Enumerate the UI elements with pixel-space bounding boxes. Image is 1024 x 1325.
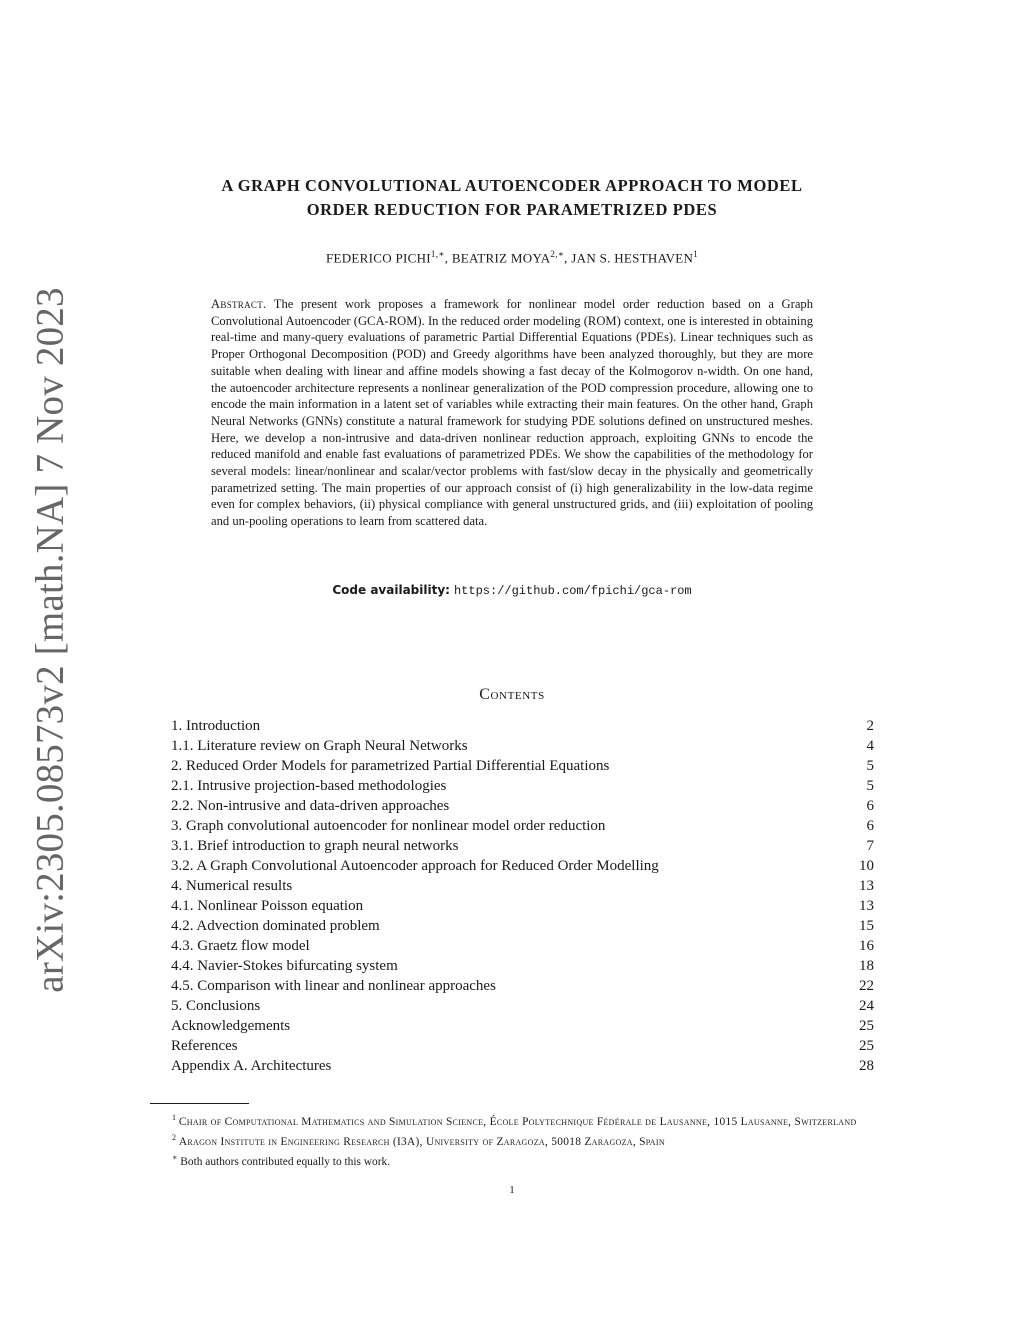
toc-entry[interactable] (171, 976, 874, 996)
toc-entry-label: References (171, 1038, 238, 1054)
abstract-label: Abstract. (211, 297, 267, 311)
footnote-text: Aragon Institute in Engineering Research (I3A), University of Zaragoza, 50018 Zaragoza, Spain (178, 1135, 665, 1148)
toc-entry[interactable] (171, 1036, 874, 1056)
toc-entry-page: 28 (859, 1058, 874, 1074)
toc-entry[interactable] (171, 876, 874, 896)
author-separator: , (444, 250, 452, 266)
toc-entry-label: 4.3. Graetz flow model (171, 938, 310, 954)
toc-entry-page: 22 (859, 978, 874, 994)
author-affiliation-marks: 1,∗ (430, 249, 445, 259)
toc-entry[interactable] (171, 716, 874, 736)
toc-entry-page: 13 (859, 898, 874, 914)
footnotes (150, 1110, 874, 1169)
abstract-text: The present work proposes a framework for nonlinear model order reduction based on a Graph Convolutional Autoencoder (GCA-ROM). In the reduced order modeling (ROM) context, one is interested in obtaining real-time and many-query evaluations of parametric Partial Differential Equations (PDEs). Linear techniques such as Proper Orthogonal Decomposition (POD) and Greedy algorithms have been analyzed thoroughly, but they are more suitable when dealing with linear and affine models showing a fast decay of the Kolmogorov n-width. On one hand, the autoencoder architecture represents a nonlinear generalization of the POD compression procedure, allowing one to encode the main information in a latent set of variables while extracting their main features. On the other hand, Graph Neural Networks (GNNs) constitute a natural framework for studying PDE solutions defined on unstructured meshes. Here, we develop a non-intrusive and data-driven nonlinear reduction approach, exploiting GNNs to encode the reduced manifold and enable fast evaluations of parametrized PDEs. We show the capabilities of the methodology for several models: linear/nonlinear and scalar/vector problems with fast/slow decay in the physically and geometrically parametrized setting. The main properties of our approach consist of (i) high generalizability in the low-data regime even for complex behaviors, (ii) physical compliance with general unstructured grids, and (iii) exploitation of pooling and un-pooling operations to learn from scattered data. (211, 297, 814, 529)
code-availability (211, 582, 813, 598)
author-name: FEDERICO PICHI (325, 250, 431, 266)
page-number: 1 (509, 1184, 515, 1196)
toc-entry-label: 2.1. Intrusive projection-based methodologies (171, 778, 447, 794)
contents-heading: Contents (479, 686, 545, 703)
toc-entry-label: Acknowledgements (171, 1018, 291, 1034)
author-separator: , (564, 250, 572, 266)
abstract (211, 296, 813, 530)
toc-entry-label: 1.1. Literature review on Graph Neural Networks (171, 738, 468, 754)
title-line-1: A GRAPH CONVOLUTIONAL AUTOENCODER APPROACH TO MODEL (221, 176, 803, 195)
paper-title (150, 174, 874, 222)
toc-entry-page: 6 (866, 818, 874, 834)
toc-entry-label: 4.1. Nonlinear Poisson equation (171, 898, 364, 914)
title-line-2: ORDER REDUCTION FOR PARAMETRIZED PDES (306, 200, 718, 219)
footnote-affiliation-1 (150, 1110, 874, 1130)
toc-entry-page: 24 (859, 998, 874, 1014)
toc-entry[interactable] (171, 936, 874, 956)
toc-entry[interactable] (171, 1056, 874, 1076)
toc-entry[interactable] (171, 776, 874, 796)
footnote-mark: 1 (172, 1113, 176, 1122)
toc-entry-label: 2.2. Non-intrusive and data-driven approaches (171, 798, 450, 814)
toc-entry-label: 4. Numerical results (171, 878, 293, 894)
toc-entry-label: 5. Conclusions (171, 998, 261, 1014)
table-of-contents (171, 716, 874, 1076)
footnote-mark: ∗ (172, 1152, 178, 1162)
footnote-text: Both authors contributed equally to this work. (180, 1155, 391, 1168)
footnote-affiliation-2 (150, 1130, 874, 1150)
code-availability-label: Code availability: (332, 583, 450, 597)
author-name: BEATRIZ MOYA (451, 250, 551, 266)
toc-entry[interactable] (171, 756, 874, 776)
toc-entry-page: 18 (859, 958, 874, 974)
toc-entry-label: 3.1. Brief introduction to graph neural networks (171, 838, 459, 854)
toc-entry[interactable] (171, 796, 874, 816)
toc-entry-page: 6 (866, 798, 874, 814)
arxiv-identifier: arXiv:2305.08573v2 [math.NA] 7 Nov 2023 (28, 287, 72, 993)
footnote-mark: 2 (172, 1132, 176, 1142)
toc-entry-page: 4 (866, 738, 874, 754)
author-affiliation-marks: 2,∗ (550, 249, 565, 259)
footnote-equal-contribution (150, 1150, 874, 1170)
footnote-divider (150, 1103, 249, 1104)
toc-entry-page: 15 (859, 918, 874, 934)
author-name: JAN S. HESTHAVEN (571, 250, 694, 266)
toc-entry-label: 1. Introduction (171, 718, 261, 734)
toc-entry-label: 4.2. Advection dominated problem (171, 918, 380, 934)
toc-entry[interactable] (171, 856, 874, 876)
toc-entry[interactable] (171, 956, 874, 976)
toc-entry-label: 4.5. Comparison with linear and nonlinear approaches (171, 978, 496, 994)
toc-entry[interactable] (171, 996, 874, 1016)
toc-entry-page: 5 (866, 758, 874, 774)
footnote-text: Chair of Computational Mathematics and Simulation Science, École Polytechnique Fédérale de Lausanne, 1015 Lausanne, Switzerland (178, 1115, 857, 1128)
toc-entry[interactable] (171, 896, 874, 916)
toc-entry-page: 16 (859, 938, 874, 954)
toc-entry-page: 13 (859, 878, 874, 894)
toc-entry-page: 10 (859, 858, 874, 874)
toc-entry[interactable] (171, 736, 874, 756)
toc-entry-page: 5 (866, 778, 874, 794)
code-repository-link[interactable]: https://github.com/fpichi/gca-rom (453, 584, 692, 598)
toc-entry-page: 25 (859, 1018, 874, 1034)
toc-entry-page: 2 (866, 718, 874, 734)
toc-entry-label: 3.2. A Graph Convolutional Autoencoder approach for Reduced Order Modelling (171, 858, 659, 874)
toc-entry-label: 2. Reduced Order Models for parametrized Partial Differential Equations (171, 758, 610, 774)
toc-entry[interactable] (171, 816, 874, 836)
author-affiliation-marks: 1 (693, 249, 699, 259)
toc-entry-page: 25 (859, 1038, 874, 1054)
toc-entry[interactable] (171, 916, 874, 936)
toc-entry-label: 3. Graph convolutional autoencoder for nonlinear model order reduction (171, 818, 606, 834)
author-list (150, 249, 874, 266)
toc-entry[interactable] (171, 1016, 874, 1036)
toc-entry-page: 7 (866, 838, 874, 854)
toc-entry-label: 4.4. Navier-Stokes bifurcating system (171, 958, 398, 974)
toc-entry-label: Appendix A. Architectures (171, 1058, 332, 1074)
toc-entry[interactable] (171, 836, 874, 856)
